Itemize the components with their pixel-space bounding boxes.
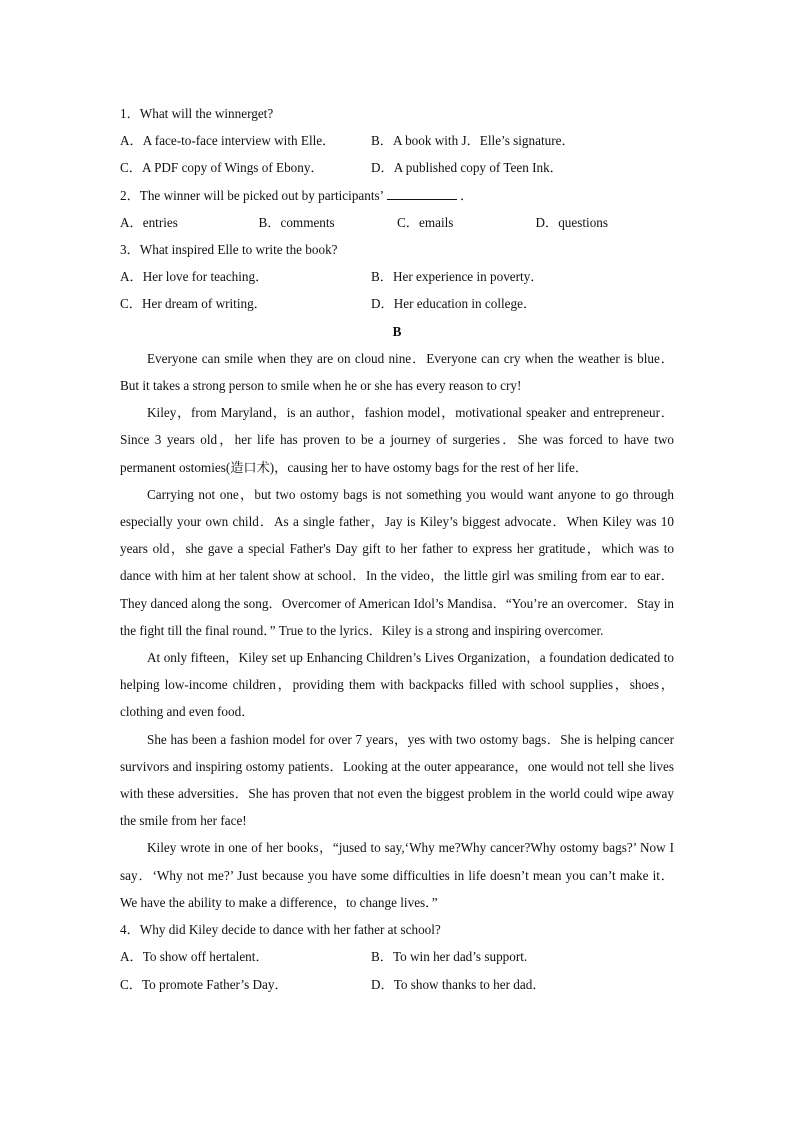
question-1-option-a: A．A face-to-face interview with Elle． — [120, 133, 336, 149]
question-2-option-b: B．comments — [258, 214, 335, 230]
question-4-options-row-1 — [120, 943, 674, 970]
question-2-options-row — [120, 209, 674, 236]
passage-paragraph-1: Everyone can smile when they are on cloud nine．Everyone can cry when the weather is blue．But it takes a strong person to smile when he or she has every reason to cry! — [120, 350, 674, 394]
passage-paragraph-5: She has been a fashion model for over 7 years，yes with two ostomy bags．She is helping cancer survivors and inspiring ostomy patients．Looking at the outer appearance，one would not tell she lives with these adversities．She has proven that not even the biggest problem in the world could wipe away the smile from her face! — [120, 731, 674, 829]
question-2-stem-end: ． — [460, 187, 474, 203]
question-2-stem — [120, 182, 674, 209]
question-4-option-b: B．To win her dad’s support. — [371, 949, 528, 965]
section-b-heading: B — [392, 323, 402, 339]
question-4-option-c: C．To promote Father’s Day． — [120, 976, 288, 992]
passage-paragraph-3: Carrying not one，but two ostomy bags is not something you would want anyone to go through especially your own child．As a single father，Jay is Kiley’s biggest advocate．When Kiley was 10 years old，she gave a special Father's Day gift to her father to express her gratitude，which was to dance with him at her talent show at school．In the video，the little girl was smiling from ear to ear．They danced along the song．Overcomer of American Idol’s Mandisa．“You’re an overcomer．Stay in the fight till the final round．” True to the lyrics．Kiley is a strong and inspiring overcomer. — [120, 486, 674, 638]
question-2-stem-text: 2．The winner will be picked out by participants’ — [120, 187, 385, 203]
question-4-stem: 4．Why did Kiley decide to dance with her father at school? — [120, 922, 441, 938]
question-1-option-c: C．A PDF copy of Wings of Ebony． — [120, 160, 324, 176]
question-3-option-b: B．Her experience in poverty． — [371, 269, 544, 285]
question-1-options-row-2 — [120, 154, 674, 181]
passage-paragraph-6: Kiley wrote in one of her books，“jused to say,‘Why me?Why cancer?Why ostomy bags?’ Now I say．‘Why not me?’ Just because you have some difficulties in life doesn’t mean you can’t make it．We have the ability to make a difference，to change lives．” — [120, 840, 674, 910]
question-3-options-row-2 — [120, 290, 674, 317]
question-3-stem: 3．What inspired Elle to write the book? — [120, 242, 338, 258]
question-1-option-b: B．A book with J．Elle’s signature． — [371, 133, 575, 149]
question-3-option-c: C．Her dream of writing． — [120, 296, 267, 312]
question-3-option-d: D．Her education in college． — [371, 296, 537, 312]
question-2-option-c: C．emails — [397, 214, 454, 230]
question-1-option-d: D．A published copy of Teen Ink． — [371, 160, 563, 176]
question-4-options-row-2 — [120, 971, 674, 998]
question-3-options-row-1 — [120, 263, 674, 290]
question-1-options-row-1 — [120, 127, 674, 154]
question-4-option-a: A．To show off hertalent． — [120, 949, 269, 965]
question-4-option-d: D．To show thanks to her dad． — [371, 976, 546, 992]
exam-page — [120, 100, 674, 998]
question-2-option-a: A．entries — [120, 214, 178, 230]
passage-paragraph-4: At only fifteen，Kiley set up Enhancing Children’s Lives Organization，a foundation dedicated to helping low-income children，providing them with backpacks filled with school supplies，shoes，clothing and even food． — [120, 650, 674, 720]
question-3-option-a: A．Her love for teaching． — [120, 269, 269, 285]
question-2-option-d: D．questions — [535, 214, 609, 230]
passage-paragraph-2: Kiley，from Maryland，is an author，fashion model，motivational speaker and entrepreneur．Since 3 years old，her life has proven to be a journey of surgeries．She was forced to have two permanent ostomies(造口术)，causing her to have ostomy bags for the rest of her life． — [120, 405, 674, 475]
answer-blank — [387, 185, 457, 200]
question-1-stem: 1．What will the winnerget? — [120, 106, 274, 121]
